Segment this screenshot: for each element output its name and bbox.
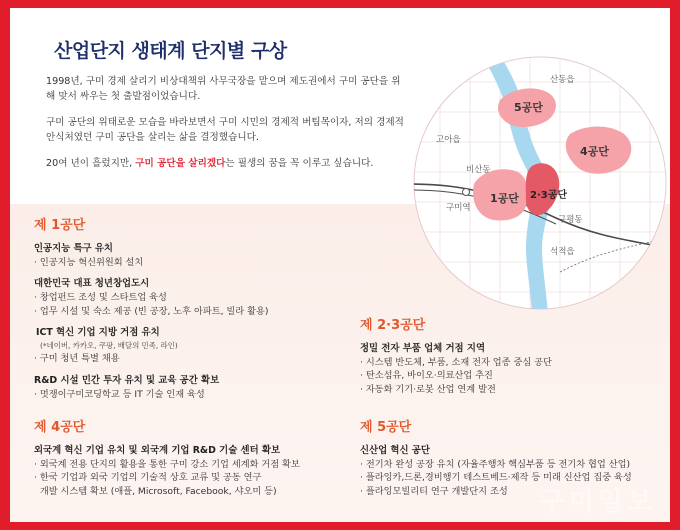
section-zone-23 — [360, 314, 552, 402]
item-list — [34, 352, 268, 365]
list-item: · 외국계 전용 단지의 활용을 통한 구미 강소 기업 세계화 거점 확보 — [34, 458, 300, 471]
zone-label: 5공단 — [514, 101, 543, 114]
place-label: 석적읍 — [550, 247, 575, 257]
zone-label: 4공단 — [580, 145, 609, 158]
item-list — [34, 388, 268, 401]
group-title: 인공지능 특구 유치 — [34, 243, 113, 254]
item-list — [34, 256, 268, 269]
group-title: 정밀 전자 부품 업체 거점 지역 — [360, 343, 485, 354]
company-note: (*네이버, 카카오, 쿠팡, 배달의 민족, 라인) — [40, 341, 178, 351]
group-title: R&D 시설 민간 투자 유치 및 교육 공간 확보 — [34, 374, 220, 386]
watermark: 구미일보 — [539, 487, 656, 517]
infographic-card — [10, 8, 670, 522]
page-title: 산업단지 생태계 단지별 구상 — [54, 40, 287, 62]
list-item: · 플라잉카,드론,경비행기 테스트베드·제작 등 미래 신산업 집중 육성 — [360, 471, 632, 484]
list-item: · 전기차 완성 공장 유치 (자율주행차 핵심부품 등 전기차 협업 산업) — [360, 458, 632, 471]
list-item: · 멋쟁이구미코딩학교 등 IT 기술 인재 육성 — [34, 388, 268, 401]
list-item-continuation: 개발 시스템 확보 (애플, Microsoft, Facebook, 샤오미 등) — [39, 485, 277, 497]
intro-paragraph-3: 20여 년이 흘렀지만, 구미 공단을 살리겠다는 필생의 꿈을 꼭 이루고 싶습니다. — [46, 158, 374, 169]
section-heading: 제 5공단 — [360, 420, 412, 435]
place-label: 비산동 — [466, 165, 491, 175]
list-item: · 자동화 기기·로봇 산업 연계 발전 — [360, 383, 552, 396]
station-marker — [463, 189, 470, 196]
group-title: ICT 혁신 기업 지방 거점 유치 — [36, 327, 160, 339]
highlight-text: 구미 공단을 살리겠다 — [135, 158, 226, 169]
item-list — [34, 458, 300, 498]
item-list — [34, 291, 268, 318]
list-item: · 플라잉모빌리티 연구 개발단지 조성 — [360, 485, 632, 498]
intro-paragraph-2: 구미 공단의 위태로운 모습을 바라보면서 구미 시민의 경제적 버팀목이자, 저의 경제적 안식처였던 구미 공단을 살리는 삶을 결정했습니다. — [46, 117, 404, 143]
place-label: 구평동 — [558, 215, 583, 225]
place-label: 고아읍 — [436, 135, 461, 145]
list-item: · 업무 시설 및 숙소 제공 (빈 공장, 노후 아파트, 빌라 활용) — [34, 305, 268, 318]
list-item: · 한국 기업과 외국 기업의 기술적 상호 교류 및 공동 연구 — [34, 471, 300, 484]
place-label: 구미역 — [446, 203, 471, 213]
intro-paragraph-1: 1998년, 구미 경제 살리기 비상대책위 사무국장을 맡으며 제도권에서 구미 공단을 위해 맞서 싸우는 첫 출발점이었습니다. — [46, 76, 401, 102]
list-item: · 구미 청년 특별 채용 — [34, 352, 268, 365]
list-item: · 인공지능 혁신위원회 설치 — [34, 256, 268, 269]
intro-text — [46, 74, 406, 182]
item-list — [360, 356, 552, 396]
group-title: 신산업 혁신 공단 — [360, 445, 430, 456]
list-item: · 창업펀드 조성 및 스타트업 육성 — [34, 291, 268, 304]
section-heading: 제 1공단 — [34, 218, 86, 233]
zone-label: 2·3공단 — [530, 190, 568, 201]
section-zone-4 — [34, 416, 300, 504]
industrial-complex-map — [410, 52, 670, 314]
section-heading: 제 2·3공단 — [360, 318, 426, 333]
section-heading: 제 4공단 — [34, 420, 86, 435]
list-item: · 탄소섬유, 바이오·의료산업 추진 — [360, 369, 552, 382]
group-title: 대한민국 대표 청년창업도시 — [34, 278, 150, 290]
zone-label: 1공단 — [490, 192, 519, 205]
place-label: 산동읍 — [550, 75, 575, 85]
section-zone-1 — [34, 214, 268, 407]
group-title: 외국계 혁신 기업 유치 및 외국계 기업 R&D 기술 센터 확보 — [34, 445, 280, 456]
list-item: · 시스템 반도체, 부품, 소재 전자 업종 중심 공단 — [360, 356, 552, 369]
